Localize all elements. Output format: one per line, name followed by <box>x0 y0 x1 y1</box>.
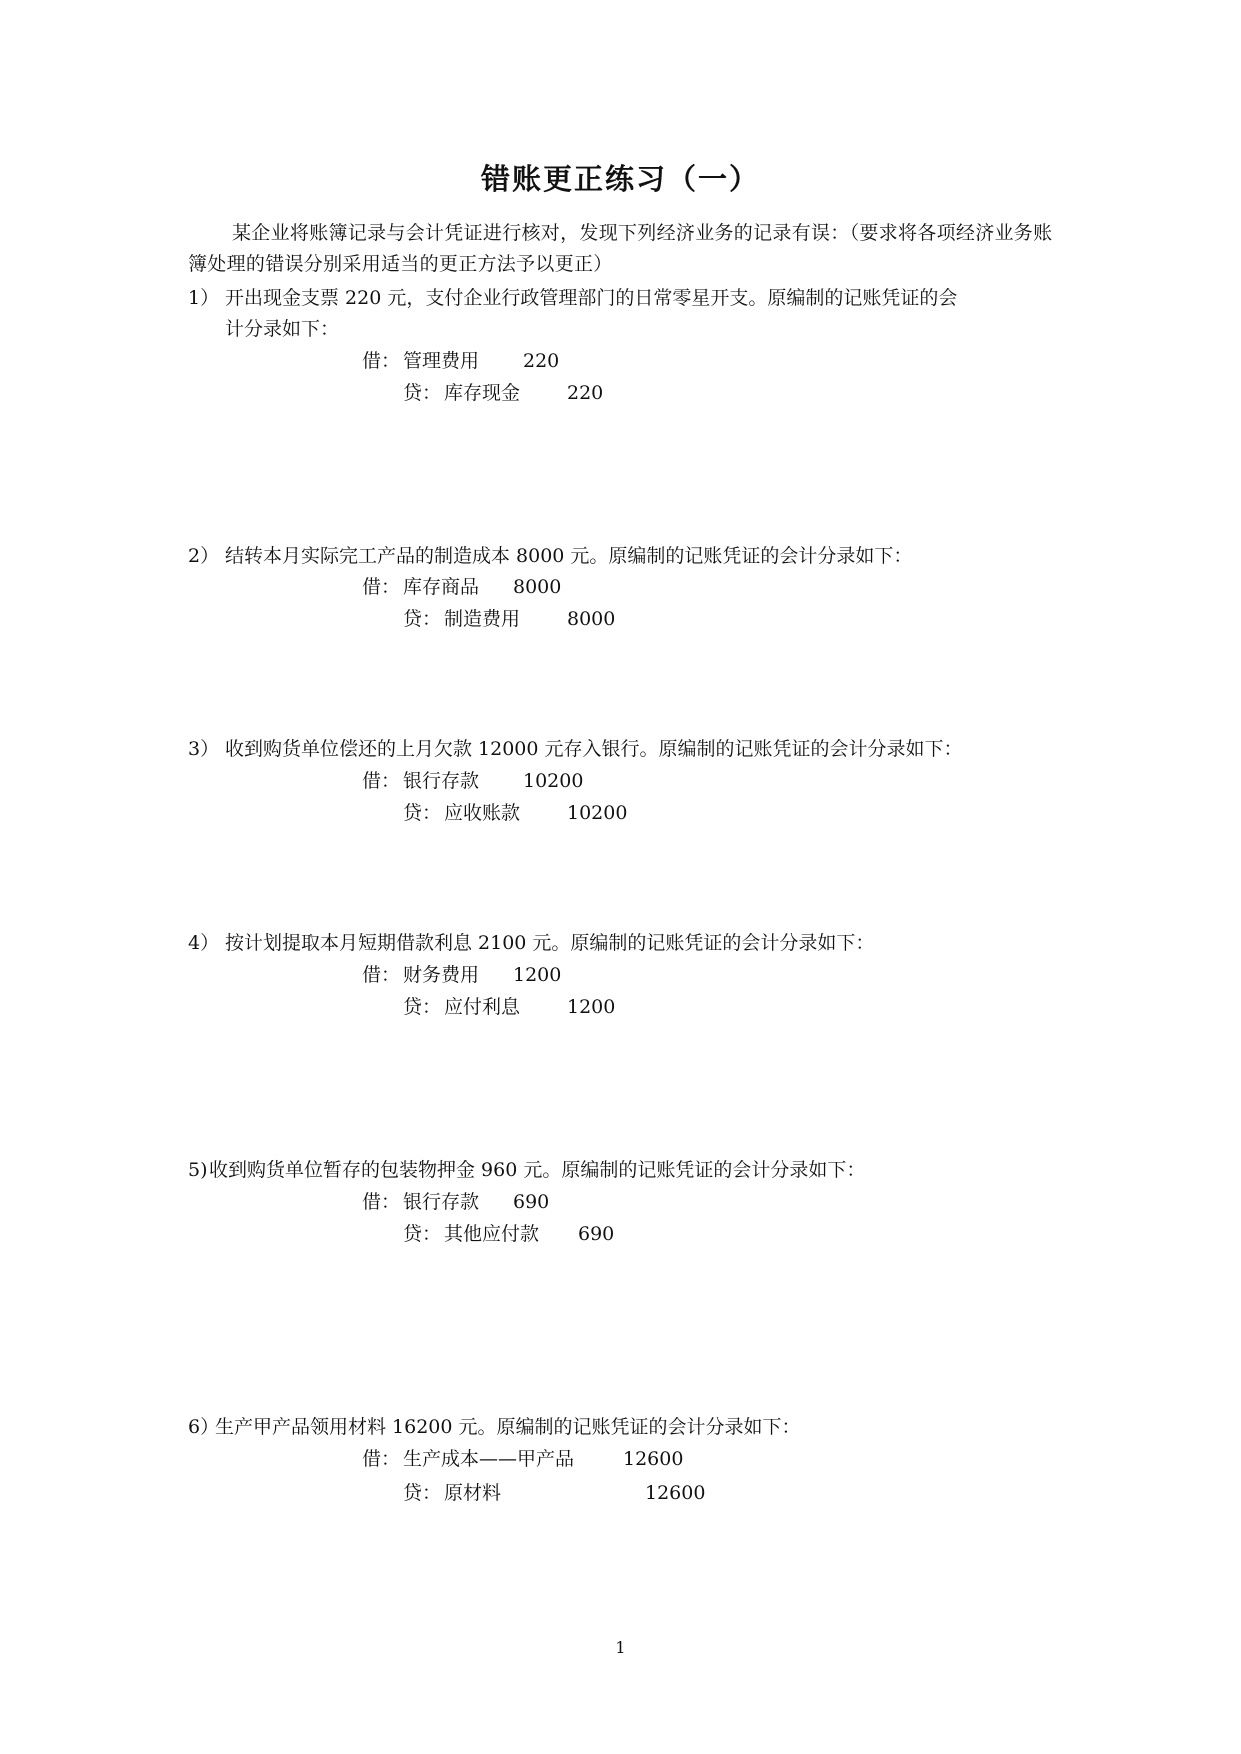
item-text-continued: 计分录如下： <box>225 318 340 340</box>
debit-label: 借： <box>362 1191 401 1213</box>
credit-label: 贷： <box>403 608 442 630</box>
item-text: 收到购货单位偿还的上月欠款 12000 元存入银行。原编制的记账凭证的会计分录如下： <box>225 738 963 760</box>
credit-amount: 690 <box>578 1223 615 1245</box>
credit-label: 贷： <box>403 996 442 1018</box>
debit-account: 财务费用 <box>403 964 480 986</box>
debit-label: 借： <box>362 1448 401 1470</box>
item-text: 结转本月实际完工产品的制造成本 8000 元。原编制的记账凭证的会计分录如下： <box>225 545 913 567</box>
credit-amount: 220 <box>567 382 604 404</box>
item-number: 5) <box>188 1159 208 1181</box>
credit-account: 其他应付款 <box>444 1223 540 1245</box>
page-title: 错账更正练习（一） <box>480 162 760 196</box>
page-number: 1 <box>615 1638 626 1657</box>
credit-account: 库存现金 <box>444 382 521 404</box>
item-text: 开出现金支票 220 元，支付企业行政管理部门的日常零星开支。原编制的记账凭证的会 <box>225 287 958 309</box>
debit-amount: 8000 <box>513 576 562 598</box>
debit-account: 银行存款 <box>403 770 480 792</box>
debit-account: 生产成本——甲产品 <box>403 1448 575 1470</box>
credit-account: 制造费用 <box>444 608 521 630</box>
credit-label: 贷： <box>403 382 442 404</box>
credit-amount: 12600 <box>645 1482 706 1504</box>
credit-account: 应付利息 <box>444 996 521 1018</box>
item-text: 按计划提取本月短期借款利息 2100 元。原编制的记账凭证的会计分录如下： <box>225 932 875 954</box>
debit-label: 借： <box>362 770 401 792</box>
item-text: 生产甲产品领用材料 16200 元。原编制的记账凭证的会计分录如下： <box>215 1416 801 1438</box>
debit-amount: 1200 <box>513 964 562 986</box>
debit-account: 库存商品 <box>403 576 480 598</box>
item-number: 2） <box>188 545 220 567</box>
credit-amount: 10200 <box>567 802 628 824</box>
item-number: 4） <box>188 932 220 954</box>
credit-account: 原材料 <box>444 1482 502 1504</box>
debit-account: 管理费用 <box>403 350 480 372</box>
debit-account: 银行存款 <box>403 1191 480 1213</box>
item-number: 3） <box>188 738 220 760</box>
debit-amount: 12600 <box>623 1448 684 1470</box>
credit-label: 贷： <box>403 802 442 824</box>
item-number: 6） <box>188 1416 220 1438</box>
credit-label: 贷： <box>403 1482 442 1504</box>
debit-amount: 690 <box>513 1191 550 1213</box>
debit-amount: 220 <box>523 350 560 372</box>
credit-amount: 1200 <box>567 996 616 1018</box>
item-text: 收到购货单位暂存的包装物押金 960 元。原编制的记账凭证的会计分录如下： <box>209 1159 866 1181</box>
debit-label: 借： <box>362 350 401 372</box>
credit-account: 应收账款 <box>444 802 521 824</box>
debit-amount: 10200 <box>523 770 584 792</box>
intro-paragraph: 某企业将账簿记录与会计凭证进行核对，发现下列经济业务的记录有误：（要求将各项经济业务账簿处理的错误分别采用适当的更正方法予以更正） <box>188 222 1053 275</box>
debit-label: 借： <box>362 964 401 986</box>
credit-amount: 8000 <box>567 608 616 630</box>
debit-label: 借： <box>362 576 401 598</box>
credit-label: 贷： <box>403 1223 442 1245</box>
item-number: 1） <box>188 287 220 309</box>
